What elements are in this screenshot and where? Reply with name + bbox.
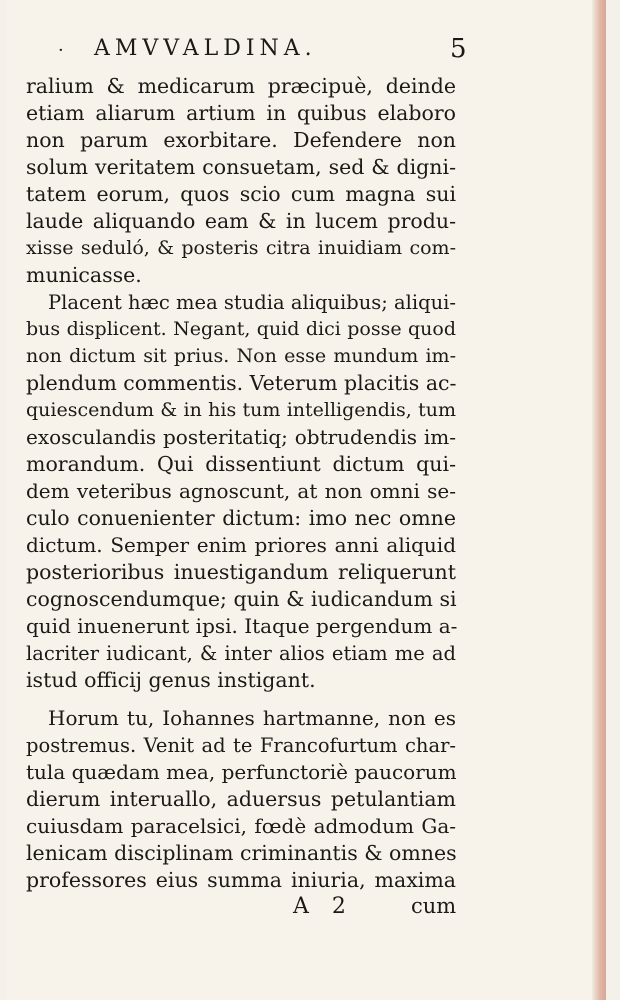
text-line: non dictum sit prius. Non esse mundum im- <box>26 345 456 367</box>
text-line: solum veritatem consuetam, sed & digni- <box>26 155 456 179</box>
text-line: laude aliquando eam & in lucem produ- <box>26 209 456 233</box>
text-line: plendum commentis. Veterum placitis ac- <box>26 371 457 395</box>
text-line: non parum exorbitare. Defendere non <box>26 128 456 152</box>
running-head: AMVVALDINA. <box>94 36 317 61</box>
text-line: istud officij genus instigant. <box>26 668 316 692</box>
text-line: cognoscendumque; quin & iudicandum si <box>26 587 457 611</box>
page-text <box>6 0 606 1000</box>
text-line: lacriter iudicant, & inter alios etiam me ad <box>26 642 456 665</box>
text-line: Horum tu, Iohannes hartmanne, non es <box>48 706 456 730</box>
text-line: etiam aliarum artium in quibus elaboro <box>26 101 456 125</box>
text-line: postremus. Venit ad te Francofurtum char- <box>26 734 456 757</box>
text-line: xisse seduló, & posteris citra inuidiam com- <box>26 237 456 259</box>
text-line: professores eius summa iniuria, maxima <box>26 868 456 892</box>
text-line: lenicam disciplinam criminantis & omnes <box>26 841 457 865</box>
text-line: exosculandis posteritatiq; obtrudendis im- <box>26 425 456 449</box>
text-line: tula quædam mea, perfunctoriè paucorum <box>26 760 457 784</box>
text-line: ralium & medicarum præcipuè, deinde <box>26 74 456 98</box>
text-line: dierum interuallo, aduersus petulantiam <box>26 787 456 811</box>
text-line: tatem eorum, quos scio cum magna sui <box>26 182 456 206</box>
catchword: cum <box>411 894 457 918</box>
text-line: morandum. Qui dissentiunt dictum qui- <box>26 452 456 476</box>
page-number: 5 <box>450 34 467 64</box>
text-line: posterioribus inuestigandum reliquerunt <box>26 560 456 584</box>
header-ornament: · <box>58 40 64 61</box>
text-line: municasse. <box>26 263 142 287</box>
text-line: Placent hæc mea studia aliquibus; aliqui- <box>48 291 457 314</box>
text-line: cuiusdam paracelsici, fœdè admodum Ga- <box>26 814 456 838</box>
text-line: quiescendum & in his tum intelligendis, tum <box>26 399 456 421</box>
text-line: quid inuenerunt ipsi. Itaque pergendum a- <box>26 614 458 638</box>
text-line: culo conuenienter dictum: imo nec omne <box>26 506 456 530</box>
book-page <box>6 0 606 1000</box>
text-line: dictum. Semper enim priores anni aliquid <box>26 533 456 557</box>
text-line: dem veteribus agnoscunt, at non omni se- <box>26 479 456 503</box>
text-line: bus displicent. Negant, quid dici posse quod <box>26 318 456 340</box>
signature-mark: A 2 <box>293 894 354 919</box>
